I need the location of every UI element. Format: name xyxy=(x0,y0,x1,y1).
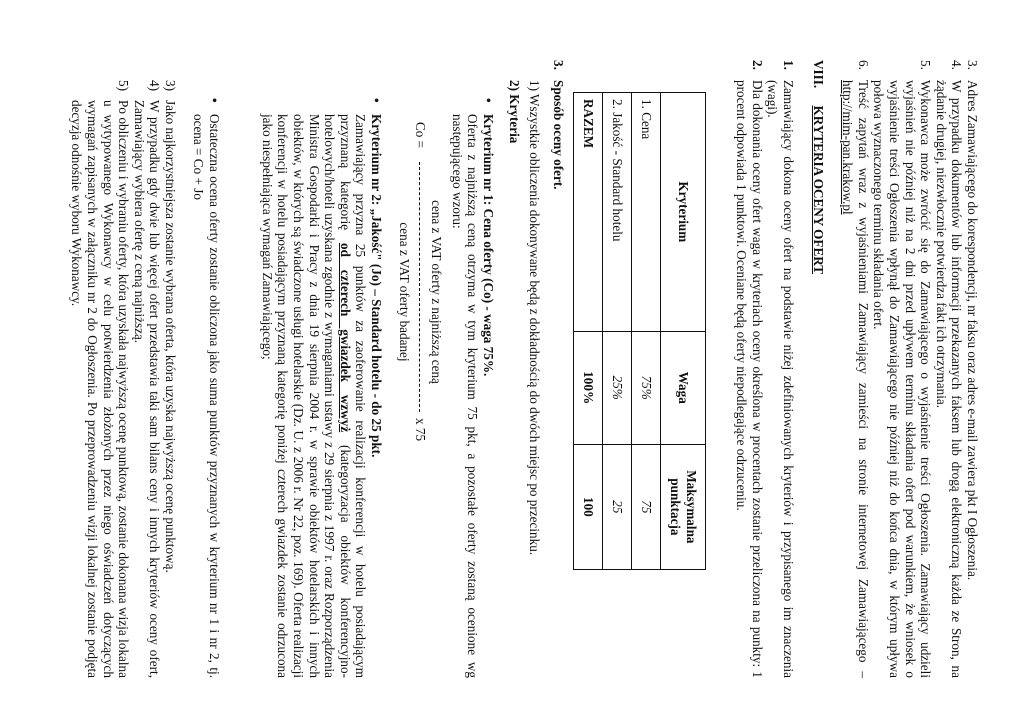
criterion-text-part: (kategoryzacja obiektów konferencyjno-hotelowych/hoteli uzyskana zgodnie z wymaganiami ustawy z 29 sierpnia z 1997 r. oraz Rozporządzenia Ministra Gospodarki i Pracy z dnia 19 sierpnia 2004 r. w sprawie obiektów hotelarskich i innych obiektów, w których są świadczone usługi hotelarskie (Dz. U. z 2006 r. Nr 22, poz. 169). Oferta realizacji konferencji w hotelu posiadającym przyznaną kategorię poniżej czterech gwiazdek zostanie odrzucona jako niespełniająca wymagań Zamawiającego; xyxy=(259,114,353,679)
bullet-item xyxy=(259,98,384,678)
item-number: 4) xyxy=(147,80,163,91)
section-title: KRYTERIA OCENY OFERT xyxy=(811,105,826,275)
table-header-row xyxy=(661,93,706,570)
item-text xyxy=(840,80,871,678)
website-link[interactable]: http://mim-pan.krakow.pl xyxy=(840,80,856,215)
item-number: 3) xyxy=(163,80,178,91)
table-cell: 75 xyxy=(632,444,661,569)
list-item xyxy=(765,60,796,678)
section-number: VIII. xyxy=(811,60,826,89)
table-cell: 100 xyxy=(574,444,603,569)
item-number: 2. xyxy=(749,60,765,70)
contact-items-list xyxy=(840,60,980,678)
section-heading xyxy=(810,60,826,678)
formula-multiplier: x 75 xyxy=(413,418,428,442)
criterion-text xyxy=(259,114,368,678)
criterion-text-part: Zamawiający przyzna 25 punktów za zaoferowanie realizacji konferencji w hotelu posiadającym przyznaną kategorię xyxy=(337,114,369,678)
table-row xyxy=(603,93,632,570)
criterion-1 xyxy=(449,98,496,678)
list-item xyxy=(131,80,162,678)
criterion-2 xyxy=(259,98,384,678)
criterion-text-emphasis: od czterech gwiazdek wzwyż xyxy=(337,242,353,433)
item-number: 5) xyxy=(116,80,132,91)
item-text: Wykonawca może zwrócić się do Zamawiającego o wyjaśnienie treści Ogłoszenia. Zamawiający udzieli wyjaśnień nie później niż na 2 dni przed upływem terminu składania ofert pod warunkiem, że wniosek o wyjaśnienie treści Ogłoszenia wpłynął do Zamawiającego nie później niż do końca dnia, w którym upływa połowa wyznaczonego terminu składania ofert. xyxy=(871,80,934,678)
final-score xyxy=(191,98,222,678)
fraction-line xyxy=(419,162,420,412)
price-formula xyxy=(392,122,444,582)
item-number: 5. xyxy=(918,60,934,70)
item-number: 6. xyxy=(855,60,871,70)
list-item xyxy=(871,60,933,678)
item-number: 4. xyxy=(949,60,965,70)
table-cell: 75% xyxy=(632,331,661,444)
column-header: Kryterium xyxy=(661,93,706,332)
item-text: W przypadku gdy dwie lub więcej ofert przedstawia taki sam bilans ceny i innych kryteriów oceny ofert, Zamawiający wybiera ofertę z ceną najniższą. xyxy=(131,100,163,678)
formula-denominator: cena z VAT oferty badanej xyxy=(397,222,412,362)
list-item xyxy=(734,60,765,678)
evaluation-method-heading xyxy=(550,60,566,678)
item-number: 3. xyxy=(965,60,980,70)
criteria-intro xyxy=(734,60,796,678)
bullet-content xyxy=(449,114,496,678)
item-text: Zamawiający dokona oceny ofert na podstawie niżej zdefiniowanych kryteriów i przypisanego im znaczenia (wagi). xyxy=(765,80,796,678)
bullet-icon: • xyxy=(481,98,496,103)
table-row xyxy=(574,93,603,570)
table-cell: 25% xyxy=(603,331,632,444)
item-text: Adres Zamawiającego do korespondencji, nr faksu oraz adres e-mail zawiera pkt I Ogłoszenia. xyxy=(965,80,980,581)
table-cell: 1. Cena xyxy=(632,93,661,332)
table-cell: RAZEM xyxy=(574,93,603,332)
list-item xyxy=(933,60,964,678)
calculation-precision-note: 1) Wszystkie obliczenia dokonywane będą z dokładnością do dwóch miejsc po przecinku. xyxy=(527,80,542,556)
table-cell: 2. Jakość - Standard hotelu xyxy=(603,93,632,332)
final-score-text: Ostateczna ocena oferty zostanie obliczona jako suma punktów przyznanych w kryterium nr 1 i nr 2, tj. ocena = Co + Jo xyxy=(191,114,222,678)
table-cell: 25 xyxy=(603,444,632,569)
table-row xyxy=(632,93,661,570)
criteria-label: 2) Kryteria xyxy=(507,80,522,144)
formula-lhs: Co = xyxy=(413,122,428,149)
list-item xyxy=(840,60,871,678)
criterion-title: Kryterium nr 2: „Jakość" (Jo) – Standard hotelu - do 25 pkt. xyxy=(369,114,384,458)
selection-rules xyxy=(69,80,178,678)
criteria-table xyxy=(573,92,706,570)
item-text: Po obliczeniu i wybraniu oferty, która uzyskała najwyższą ocenę punktową, zostanie dokonana wizja lokalna u wytypowanego Wykonawcy w celu potwierdzenia złożonych przez niego oświadczeń dotyczących wymagań zapisanych w załączniku nr 2 do Ogłoszenia. Po przeprowadzeniu wizji lokalnej zostanie podjęta decyzja odnośnie wyboru Wykonawcy. xyxy=(69,100,132,678)
bullet-item xyxy=(449,98,496,678)
list-item xyxy=(550,60,566,678)
bullet-content xyxy=(259,114,384,678)
item-number: 3. xyxy=(551,60,566,70)
criterion-title: Kryterium nr 1: Cena oferty (Co) - waga 75%. xyxy=(481,114,496,377)
list-item xyxy=(964,60,980,678)
bullet-icon: • xyxy=(369,98,384,103)
bullet-item xyxy=(191,98,222,678)
column-header: Waga xyxy=(661,331,706,444)
item-text-body: Treść zapytań wraz z wyjaśnieniami Zamawiający zamieści na stronie internetowej Zamawiającego – xyxy=(855,80,871,678)
item-number: 1. xyxy=(781,60,796,70)
column-header: Maksymalna punktacja xyxy=(661,444,706,569)
table-cell: 100% xyxy=(574,331,603,444)
list-item xyxy=(69,80,131,678)
formula-numerator: cena z VAT oferty z najniższą ceną xyxy=(429,200,444,384)
item-text: Dla dokonania oceny ofert waga w kryteriach oceny określona w procentach zostanie przeliczona na punkty: 1 procent odpowiada 1 punktowi. Oceniane będą oferty niepodlegające odrzuceniu. xyxy=(734,80,765,678)
list-item xyxy=(162,80,178,678)
item-text: W przypadku dokumentów lub informacji przekazanych faksem lub drogą elektroniczną każda ze Stron, na żądanie drugiej, niezwłocznie potwierdza fakt ich otrzymania. xyxy=(933,80,965,678)
bullet-icon: • xyxy=(207,98,222,103)
item-text: Jako najkorzystniejsza zostanie wybrana oferta, która uzyska najwyższą ocenę punktową. xyxy=(163,100,178,573)
criterion-text: Oferta z najniższą ceną otrzyma w tym kryterium 75 pkt, a pozostałe oferty zostaną ocenione wg następującego wzoru: xyxy=(449,114,481,678)
item-text: Sposób oceny ofert. xyxy=(551,80,566,190)
